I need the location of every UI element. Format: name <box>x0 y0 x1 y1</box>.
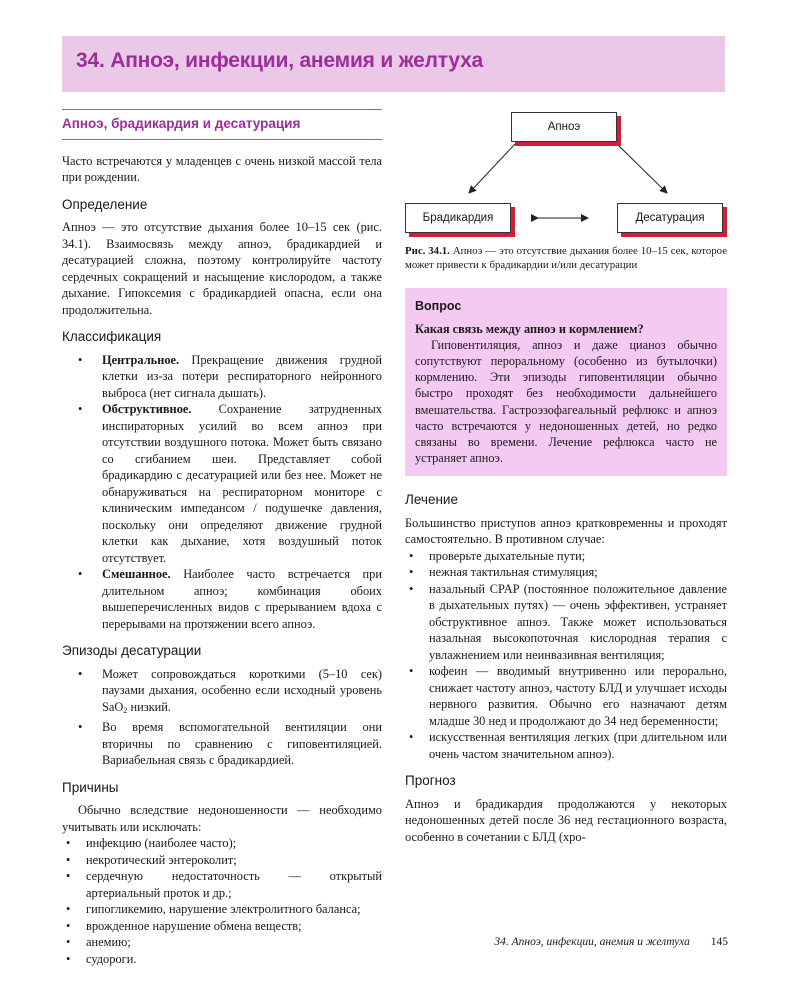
page-footer <box>494 936 728 948</box>
list-item: • нежная тактильная стимуляция; <box>405 564 727 581</box>
list-item <box>62 566 382 632</box>
causes-intro: Обычно вследствие недоношенности — необходимо учитывать или исключать: <box>62 803 382 834</box>
caption-text: Апноэ — это отсутствие дыхания более 10–15 сек, которое может привести к брадикардии и/или десатурации <box>405 245 727 271</box>
classification-heading: Классификация <box>62 329 162 344</box>
treatment-heading: Лечение <box>405 492 458 508</box>
term: Смешанное. <box>102 567 171 581</box>
term-text: Прекращение движения грудной клетки из-за потери респираторного нейронного выброса (нет сигнала дышать). <box>102 352 382 400</box>
list-item: • врожденное нарушение обмена веществ; <box>62 918 382 935</box>
term-text: Сохранение затрудненных инспираторных усилий во всем апноэ при отсутствии воздушного потока. Может быть связано со сгибанием шеи. Представляет собой брадикардию с десатурацией или без нее. Может не обнаруживаться на респираторном мониторе с клиническим импедансом / подушечке давления, поскольку они определяют движение грудной клетки как дыхание, хотя воздушный поток отсутствует. <box>102 402 382 565</box>
apnea-diagram <box>405 108 727 240</box>
intro-paragraph: Часто встречаются у младенцев с очень низкой массой тела при рождении. <box>62 153 382 184</box>
arrow-to-desaturation <box>617 144 667 193</box>
footer-title: 34. Апноэ, инфекции, анемия и желтуха <box>494 936 690 948</box>
list-item: • анемию; <box>62 934 382 951</box>
desat-text: Может сопровождаться короткими (5–10 сек) паузами дыхания, особенно если исходный уровень SaO <box>102 666 382 714</box>
question-box <box>405 288 727 476</box>
list-item: • назальный CPAP (постоянное положительное давление в дыхательных путях) — очень эффективен, устраняет обструктивное апноэ. Также может использоваться назальная высокопоточная кислородная терапия с увлажнением или неинвазивная вентиляция; <box>405 581 727 664</box>
treatment-list <box>405 548 727 763</box>
term: Обструктивное. <box>102 402 192 416</box>
list-item <box>62 666 382 720</box>
question-label: Вопрос <box>415 299 462 313</box>
causes-list <box>62 835 382 967</box>
chapter-title-band <box>62 36 725 92</box>
arrow-to-bradycardia <box>469 144 515 193</box>
definition-heading: Определение <box>62 196 148 212</box>
list-item: • Во время вспомогательной вентиляции они вторичны по сравнению с гиповентиляцией. Вариабельная связь с брадикардией. <box>62 719 382 769</box>
list-item: • сердечную недостаточность — открытый артериальный проток и др.; <box>62 868 382 901</box>
list-item: • некротический энтероколит; <box>62 852 382 869</box>
left-column <box>62 108 382 967</box>
section-title: Апноэ, брадикардия и десатурация <box>62 109 382 140</box>
term-text: Наиболее часто встречается при длительном апноэ; комбинация обоих вышеперечисленных видов с прерыванием вдоха с перерывами на протяжении всего апноэ. <box>102 567 382 631</box>
diagram-box-bradycardia: Брадикардия <box>405 203 511 233</box>
desat-text-end: низкий. <box>127 699 171 714</box>
question-answer: Гиповентиляция, апноэ и даже цианоз обычно сопутствуют пероральному (особенно из бутылочки) кормлению. Эти эпизоды гиповентиляции обычно быстро проходят без необходимости дальнейшего вмешательства. Гастроэзофагеальный рефлюкс и апноэ часто встречаются у недоношенных детей, но редко связаны во времени. Лечение рефлюкса часто не устраняет апноэ. <box>415 337 717 466</box>
subscript: 2 <box>123 705 128 715</box>
classification-list <box>62 352 382 633</box>
caption-label: Рис. 34.1. <box>405 245 450 257</box>
diagram-box-apnea: Апноэ <box>511 112 617 142</box>
list-item: • инфекцию (наиболее часто); <box>62 835 382 852</box>
question-title <box>415 321 717 337</box>
prognosis-paragraph: Апноэ и брадикардия продолжаются у некоторых недоношенных детей после 36 нед гестационного возраста, особенно в сочетании с БЛД (хро- <box>405 796 727 844</box>
chapter-title: 34. Апноэ, инфекции, анемия и желтуха <box>76 49 484 72</box>
list-item <box>62 352 382 402</box>
prognosis-heading: Прогноз <box>405 773 456 789</box>
page-number: 145 <box>710 936 728 948</box>
causes-heading: Причины <box>62 779 119 795</box>
list-item: • кофеин — вводимый внутривенно или перорально, снижает частоту апноэ, частоту БЛД и улучшает исходы нервного развития. Обычно его назначают детям младше 30 нед и продолжают до 34 нед беременности; <box>405 663 727 729</box>
treatment-intro: Большинство приступов апноэ кратковременны и проходят самостоятельно. В противном случае: <box>405 515 727 547</box>
diagram-box-desaturation: Десатурация <box>617 203 723 233</box>
desaturation-heading: Эпизоды десатурации <box>62 643 202 658</box>
desaturation-list <box>62 666 382 769</box>
list-item: • проверьте дыхательные пути; <box>405 548 727 565</box>
definition-paragraph: Апноэ — это отсутствие дыхания более 10–15 сек (рис. 34.1). Взаимосвязь между апноэ, брадикардией и десатурацией сложна, поэтому контролируйте частоту сердечных сокращений и насыщение кислородом, а также дыхание. Гипоксемия с брадикардией опасна, если она продолжительна. <box>62 220 382 317</box>
list-item: • судороги. <box>62 951 382 968</box>
list-item: • искусственная вентиляция легких (при длительном или очень частом значительном апноэ). <box>405 729 727 762</box>
list-item: • гипогликемию, нарушение электролитного баланса; <box>62 901 382 918</box>
term: Центральное. <box>102 352 180 367</box>
question-title-text: Какая связь между апноэ и кормлением? <box>415 321 644 336</box>
figure-caption <box>405 245 727 272</box>
list-item <box>62 401 382 566</box>
right-column <box>405 108 727 845</box>
